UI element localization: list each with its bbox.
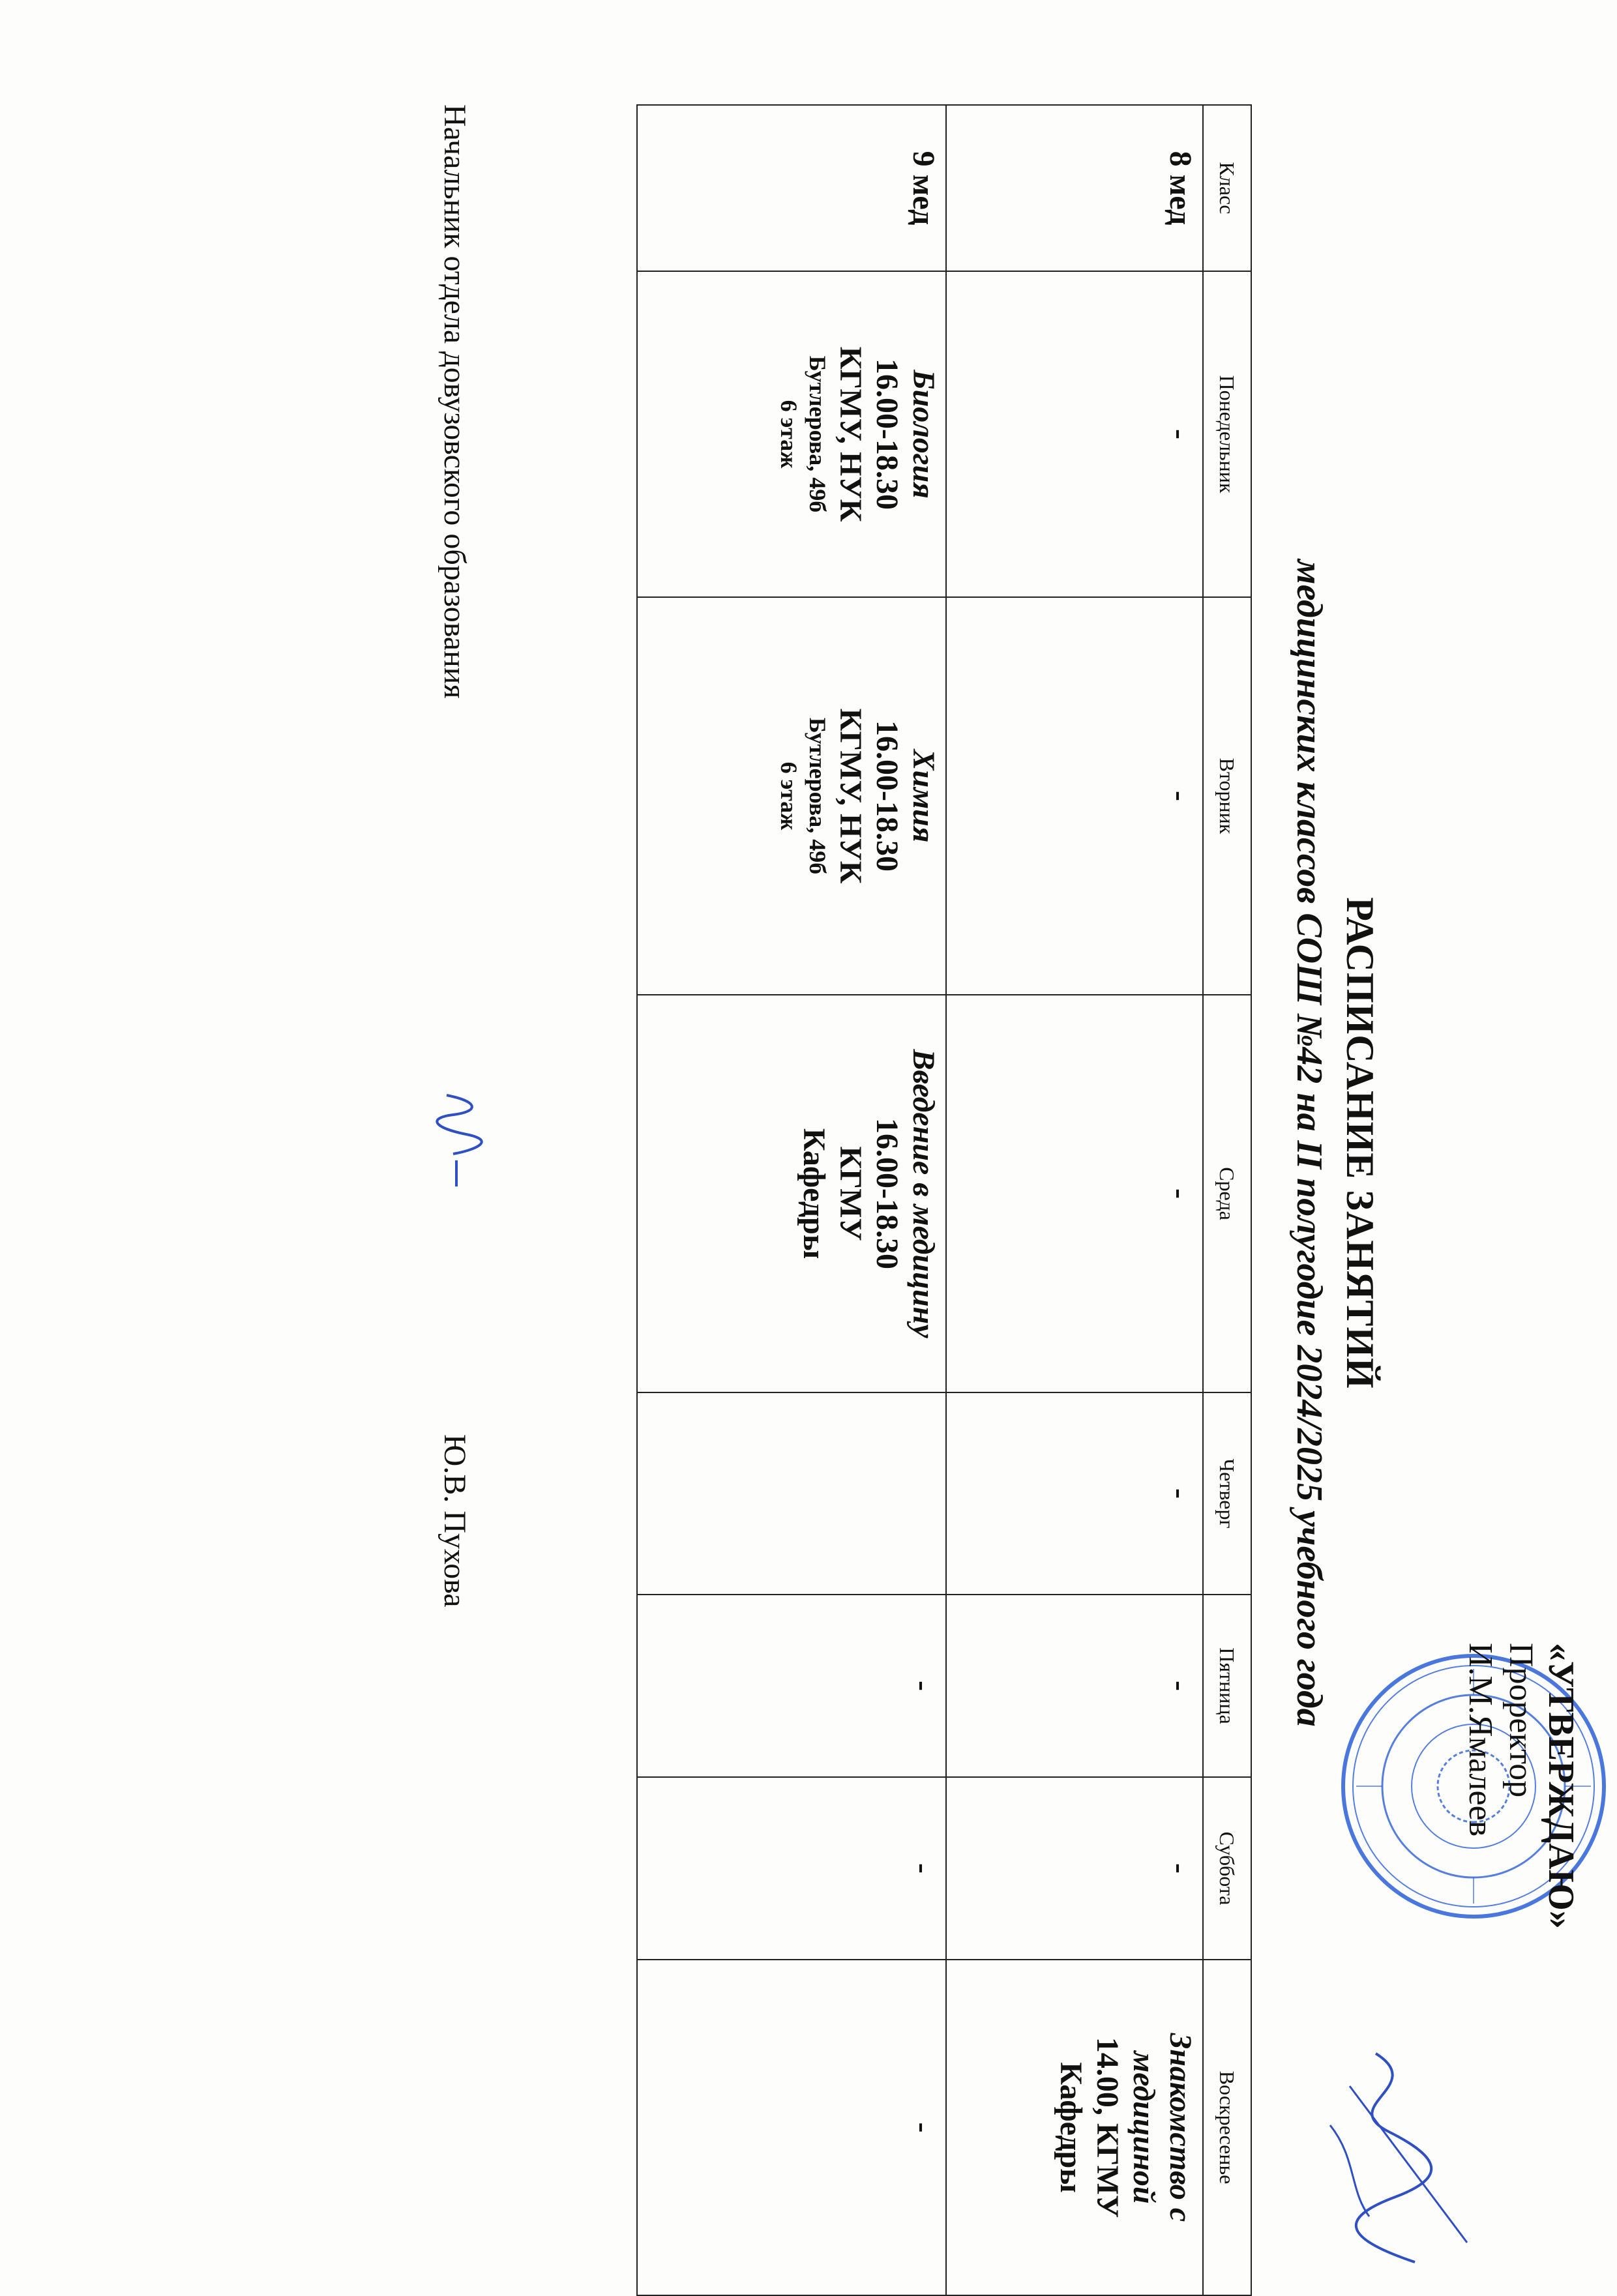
time: 16.00-18.30 [870, 720, 904, 872]
header-cell: Среда [1203, 995, 1251, 1392]
header-cell: Воскресенье [1203, 1960, 1251, 2295]
footer-name: Ю.В. Пухова [438, 1434, 472, 1608]
table-row [946, 105, 1203, 2295]
place: Кафедры [797, 1128, 831, 1259]
approval-heading: «УТВЕРЖДАЮ» [1541, 1643, 1581, 1929]
schedule-cell [637, 1777, 946, 1960]
schedule-cell [637, 1392, 946, 1595]
schedule-cell [946, 271, 1203, 597]
subject: Знакомство с медициной [1127, 2033, 1198, 2222]
table-row [637, 105, 946, 2295]
place: Кафедры [1054, 2062, 1088, 2193]
org: КГМУ, НУК [833, 708, 868, 884]
schedule-cell [946, 1595, 1203, 1777]
schedule-cell [637, 1595, 946, 1777]
header-cell: Четверг [1203, 1392, 1251, 1595]
empty-marker: - [1163, 1863, 1198, 1874]
empty-marker: - [1163, 429, 1198, 439]
schedule-cell [946, 1392, 1203, 1595]
header-cell: Класс [1203, 105, 1251, 271]
empty-marker: - [1163, 1188, 1198, 1199]
class-cell: 8 мед [946, 105, 1203, 271]
floor: 6 этаж [776, 400, 802, 469]
head-signature-icon [427, 1089, 492, 1193]
empty-marker: - [906, 2122, 941, 2133]
approval-name: И.М.Ямалеев [1462, 1643, 1499, 1837]
empty-marker: - [1163, 791, 1198, 801]
schedule-cell [637, 271, 946, 597]
header-cell: Пятница [1203, 1595, 1251, 1777]
header-cell: Понедельник [1203, 271, 1251, 597]
floor: 6 этаж [776, 761, 802, 831]
approval-position: Проректор [1502, 1643, 1539, 1798]
page-title: РАСПИСАНИЕ ЗАНЯТИЙ [1339, 897, 1382, 1389]
address: Бутлерова, 49б [805, 355, 831, 513]
address: Бутлерова, 49б [805, 717, 831, 875]
header-cell: Суббота [1203, 1777, 1251, 1960]
schedule-cell [637, 995, 946, 1392]
time: 16.00-18.30 [870, 1118, 904, 1269]
empty-marker: - [906, 1863, 941, 1874]
schedule-cell [946, 1960, 1203, 2295]
table-header-row [1203, 105, 1251, 2295]
subject: Введение в медицину [906, 1049, 941, 1338]
empty-marker: - [906, 1681, 941, 1691]
subject: Биология [906, 370, 941, 499]
schedule-cell [946, 1777, 1203, 1960]
approval-block [1460, 1643, 1581, 1929]
org: КГМУ [833, 1146, 868, 1241]
header-cell: Вторник [1203, 597, 1251, 995]
page-subtitle: медицинских классов СОШ №42 на II полугодие 2024/2025 учебного года [1289, 559, 1329, 1727]
schedule-table [636, 104, 1252, 2296]
footer-position: Начальник отдела довузовского образования [438, 104, 472, 699]
empty-marker: - [1163, 1681, 1198, 1691]
org: КГМУ, НУК [833, 346, 868, 522]
schedule-cell [946, 995, 1203, 1392]
schedule-cell [637, 597, 946, 995]
schedule-cell [946, 597, 1203, 995]
subject: Химия [906, 749, 941, 843]
schedule-cell [637, 1960, 946, 2295]
empty-marker: - [1163, 1488, 1198, 1499]
class-cell: 9 мед [637, 105, 946, 271]
time: 16.00-18.30 [870, 359, 904, 510]
time: 14.00, КГМУ [1090, 2037, 1125, 2218]
